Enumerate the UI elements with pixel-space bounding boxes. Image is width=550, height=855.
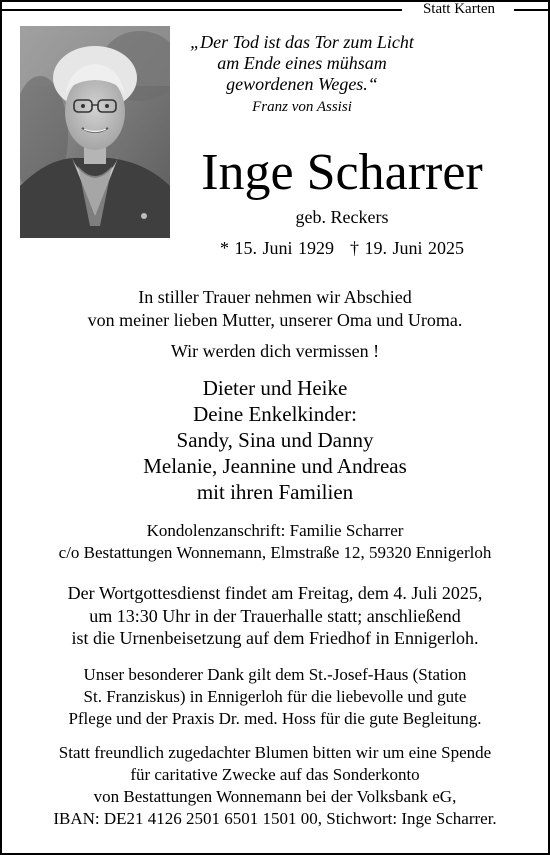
deceased-name: Inge Scharrer <box>201 144 483 201</box>
quote-line: am Ende eines mühsam <box>217 53 387 73</box>
family-line: Melanie, Jeannine und Andreas <box>143 454 407 478</box>
mourning-line: von meiner lieben Mutter, unserer Oma und Uroma. <box>87 309 463 330</box>
family-line: Deine Enkelkinder: <box>193 402 357 426</box>
condolence-line: Kondolenzanschrift: Familie Scharrer <box>146 521 404 540</box>
condolence-line: c/o Bestattungen Wonnemann, Elmstraße 12, 59320 Ennigerloh <box>58 543 492 562</box>
thanks-line: St. Franziskus) in Ennigerloh für die liebevolle und gute <box>83 687 467 706</box>
family-list <box>2 375 548 505</box>
top-rule-left <box>2 9 402 11</box>
quote-line: gewordenen Weges.“ <box>226 74 378 94</box>
top-rule-right <box>514 9 550 11</box>
mourning-text <box>2 286 548 331</box>
condolence-address <box>2 520 548 564</box>
birth-name: geb. Reckers <box>295 207 389 227</box>
donation-line: von Bestattungen Wonnemann bei der Volksbank eG, <box>93 787 457 806</box>
miss-you-text: Wir werden dich vermissen ! <box>170 341 380 361</box>
family-line: mit ihren Familien <box>196 480 354 504</box>
portrait-photo <box>20 26 170 238</box>
donation-line: Statt freundlich zugedachter Blumen bitten wir um eine Spende <box>58 743 492 762</box>
donation-line: für caritative Zwecke auf das Sonderkonto <box>130 765 420 784</box>
thanks-line: Pflege und der Praxis Dr. med. Hoss für die gute Begleitung. <box>68 709 482 728</box>
family-line: Sandy, Sina und Danny <box>176 428 374 452</box>
quote <box>182 32 422 95</box>
portrait-image <box>20 26 170 238</box>
life-dates <box>172 237 512 259</box>
death-date: † 19. Juni 2025 <box>350 238 465 258</box>
service-line: ist die Urnenbeisetzung auf dem Friedhof in Ennigerloh. <box>71 628 479 648</box>
quote-author: Franz von Assisi <box>252 99 352 115</box>
service-line: um 13:30 Uhr in der Trauerhalle statt; anschließend <box>89 605 461 626</box>
service-info <box>2 582 548 650</box>
quote-line: „Der Tod ist das Tor zum Licht <box>190 32 414 52</box>
birth-date: * 15. Juni 1929 <box>219 238 334 258</box>
mourning-line: In stiller Trauer nehmen wir Abschied <box>138 287 412 307</box>
donation-line: IBAN: DE21 4126 2501 6501 1501 00, Stichwort: Inge Scharrer. <box>53 809 497 828</box>
service-line: Der Wortgottesdienst findet am Freitag, dem 4. Juli 2025, <box>67 583 483 603</box>
thanks-text <box>2 664 548 730</box>
family-line: Dieter und Heike <box>202 376 348 400</box>
statt-karten-label: Statt Karten <box>422 1 496 17</box>
donation-text <box>2 742 548 830</box>
thanks-line: Unser besonderer Dank gilt dem St.-Josef-Haus (Station <box>83 665 467 684</box>
